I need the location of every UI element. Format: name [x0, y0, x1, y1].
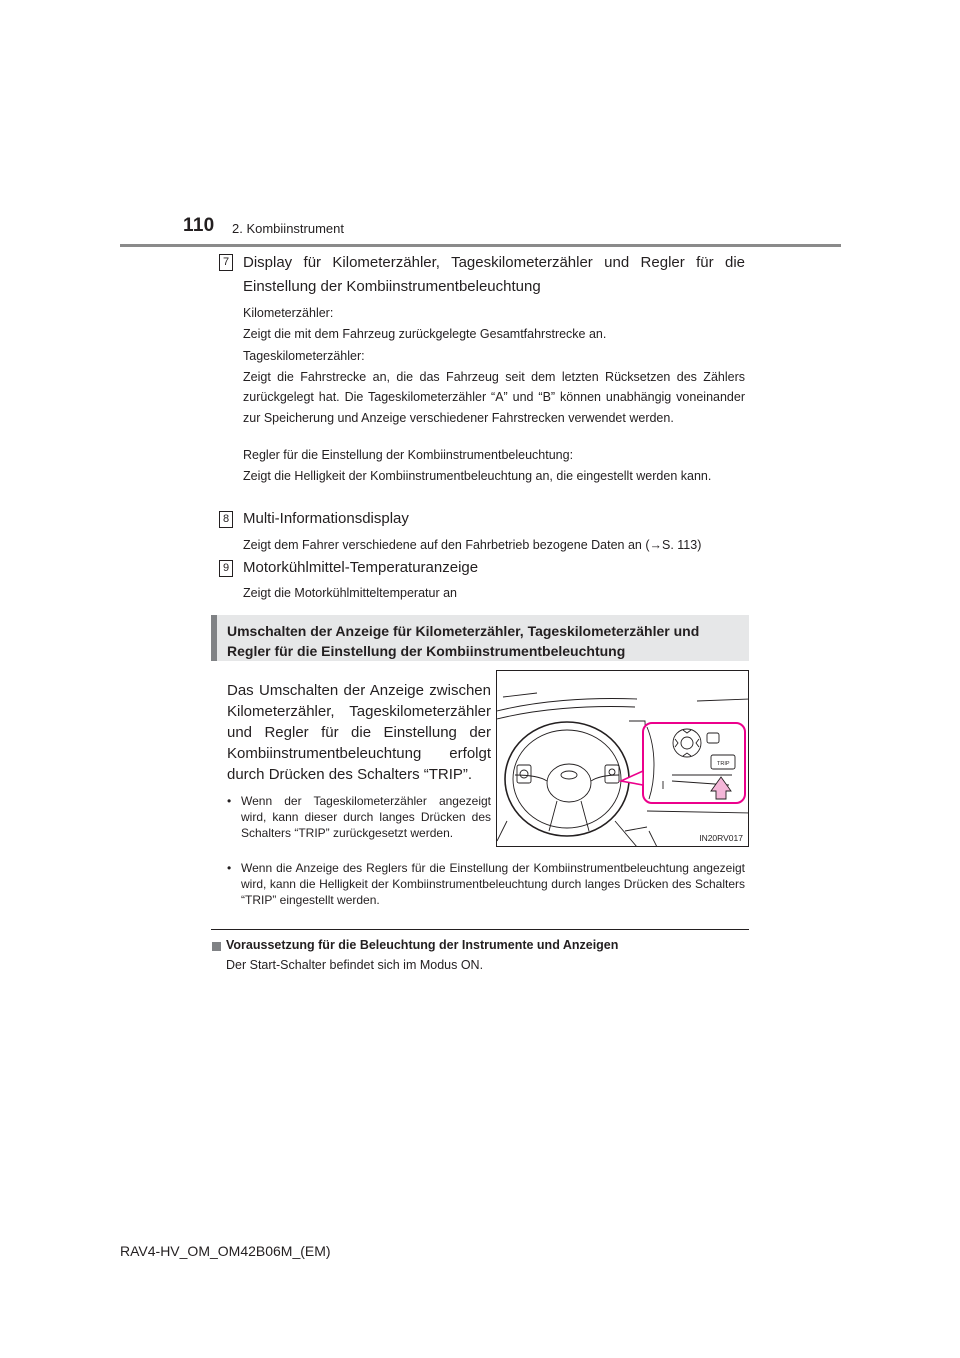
- item-title: Display für Kilometerzähler, Tageskilometerzähler und Regler für die Einstellung der Kombiinstrumentbeleuchtung: [243, 254, 745, 295]
- bullet-text: Wenn die Anzeige des Reglers für die Einstellung der Kombiinstrumentbeleuchtung angezeigt wird, kann die Helligkeit der Kombiinstrumentbeleuchtung durch langes Drücken des Schalters “TRIP” eingestellt werden.: [241, 861, 745, 907]
- item-title: Motorkühlmittel-Temperaturanzeige: [243, 559, 479, 576]
- subsection-heading: Voraussetzung für die Beleuchtung der Instrumente und Anzeigen: [226, 938, 619, 952]
- header-divider: [120, 244, 841, 247]
- item-description: Zeigt die Motorkühlmitteltemperatur an: [243, 586, 457, 600]
- paragraph-label: Regler für die Einstellung der Kombiinstrumentbeleuchtung:: [243, 448, 574, 462]
- square-bullet-icon: [212, 942, 221, 951]
- section-intro: Das Umschalten der Anzeige zwischen Kilometerzähler, Tageskilometerzähler und Regler für die Einstellung der Kombiinstrumentbeleuchtung erfolgt durch Drücken des Schalters “TRIP”.: [227, 682, 491, 783]
- subsection-divider: [211, 929, 749, 930]
- steering-wheel-drawing: [497, 671, 749, 847]
- paragraph-text: Zeigt die mit dem Fahrzeug zurückgelegte Gesamtfahrstrecke an.: [243, 326, 607, 341]
- paragraph-odometer: [243, 303, 745, 344]
- paragraph-brightness: [243, 445, 745, 486]
- item-title: Multi-Informationsdisplay: [243, 510, 409, 527]
- chapter-title: 2. Kombiinstrument: [232, 221, 344, 236]
- paragraph-tripmeter: [243, 346, 745, 428]
- item-description: Zeigt dem Fahrer verschiedene auf den Fahrbetrieb bezogene Daten an (→S. 113): [243, 538, 702, 552]
- item-number-badge: 9: [219, 560, 233, 577]
- page-number: 110: [183, 215, 215, 236]
- section-heading: Umschalten der Anzeige für Kilometerzähler, Tageskilometerzähler und Regler für die Einstellung der Kombiinstrumentbeleuchtung: [211, 615, 749, 661]
- figure-id: IN20RV017: [699, 833, 743, 843]
- bullet-dot: •: [227, 794, 232, 808]
- document-code: RAV4-HV_OM_OM42B06M_(EM): [120, 1243, 331, 1259]
- paragraph-text: Zeigt die Fahrstrecke an, die das Fahrzeug seit dem letzten Rücksetzen des Zählers zurückgelegt hat. Die Tageskilometerzähler “A” und “B” können unabhängig voneinander zur Speicherung und Anzeige verschiedener Fahrstrecken verwendet werden.: [243, 369, 745, 425]
- bullet-item: [227, 860, 745, 908]
- steering-wheel-illustration: [496, 670, 749, 847]
- bullet-text: Wenn der Tageskilometerzähler angezeigt wird, kann dieser durch langes Drücken des Schalters “TRIP” zurückgesetzt werden.: [241, 794, 491, 840]
- item-number-badge: 7: [219, 254, 233, 271]
- paragraph-text: Zeigt die Helligkeit der Kombiinstrumentbeleuchtung an, die eingestellt werden kann.: [243, 468, 712, 483]
- paragraph-label: Tageskilometerzähler:: [243, 349, 365, 363]
- subsection-text: Der Start-Schalter befindet sich im Modus ON.: [226, 958, 484, 972]
- trip-button-label: TRIP: [717, 761, 730, 767]
- bullet-dot: •: [227, 861, 232, 875]
- item-number-badge: 8: [219, 511, 233, 528]
- paragraph-label: Kilometerzähler:: [243, 306, 334, 320]
- bullet-item: [227, 793, 491, 841]
